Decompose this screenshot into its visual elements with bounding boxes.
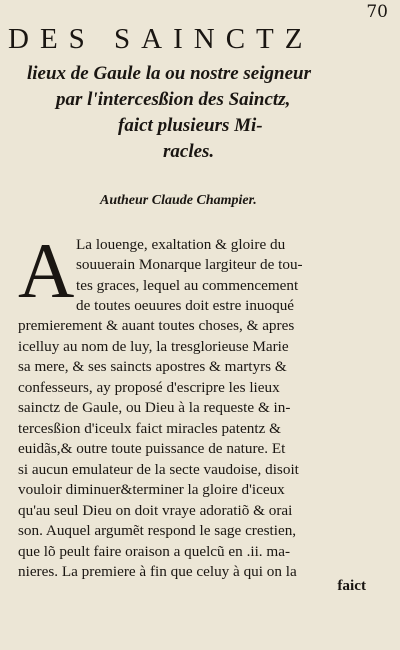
text-line: son. Auquel argumẽt respond le sage crestien, [18, 522, 297, 539]
text-line: qu'au seul Dieu on doit vraye adoratiõ & orai [18, 502, 293, 519]
text-line: de toutes oeuures doit estre inuoqué [76, 297, 295, 314]
subtitle-line: racles. [163, 141, 215, 162]
catchword: faict [337, 577, 366, 594]
text-line: nieres. La premiere à fin que celuy à qui on la [18, 563, 297, 580]
text-line: euidãs,& outre toute puissance de nature. Et [18, 440, 286, 457]
drop-cap: A [18, 227, 75, 314]
subtitle-line: lieux de Gaule la ou nostre seigneur [27, 63, 311, 84]
text-line: tes graces, lequel au commencement [76, 277, 299, 294]
text-line: icelluy au nom de luy, la tresglorieuse Marie [18, 338, 289, 355]
text-line: sainctz de Gaule, ou Dieu à la requeste & in- [18, 399, 291, 416]
text-line: si aucun emulateur de la secte vaudoise, disoit [18, 461, 299, 478]
text-line: vouloir diminuer&terminer la gloire d'iceux [18, 481, 285, 498]
subtitle-line: faict plusieurs Mi- [118, 115, 263, 136]
text-line: premierement & auant toutes choses, & apres [18, 317, 295, 334]
text-line: sa mere, & ses saincts apostres & martyrs & [18, 358, 287, 375]
text-line: que lõ peult faire oraison a quelcũ en .ii. ma- [18, 543, 291, 560]
text-line: La louenge, exaltation & gloire du [76, 236, 286, 253]
text-line: souuerain Monarque largiteur de tou- [76, 256, 303, 273]
subtitle-line: par l'intercesßion des Sainctz, [56, 89, 291, 110]
text-line: tercesßion d'iceulx faict miracles patentz & [18, 420, 281, 437]
chapter-heading: DES SAINCTZ [8, 23, 314, 55]
page-number: 70 [366, 2, 388, 22]
author-line: Autheur Claude Champier. [100, 193, 257, 208]
text-line: confesseurs, ay proposé d'escripre les lieux [18, 379, 280, 396]
